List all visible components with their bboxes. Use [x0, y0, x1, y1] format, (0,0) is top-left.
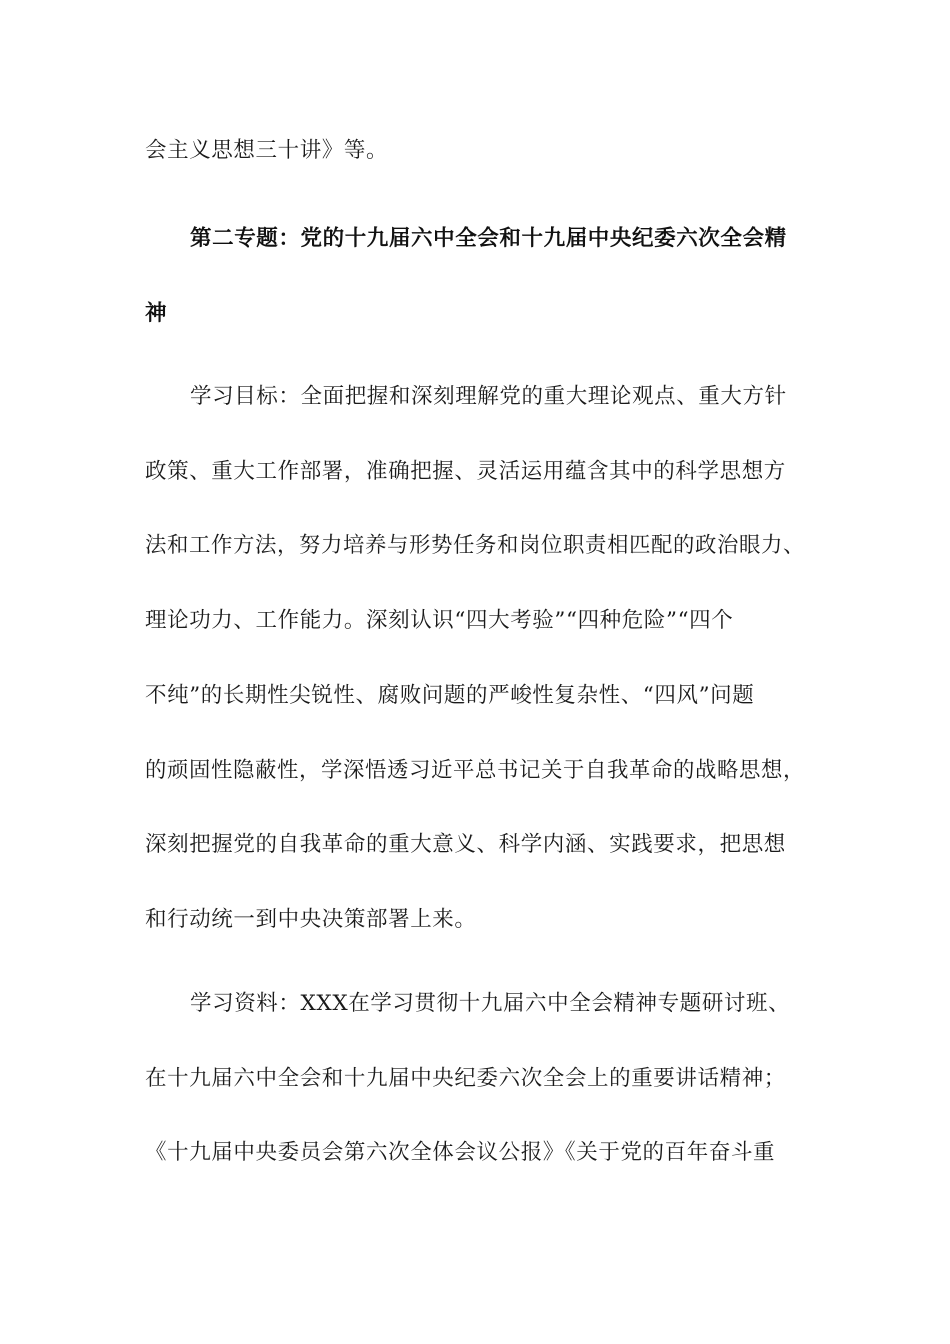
objectives-line: 和行动统一到中央决策部署上来。 [145, 907, 477, 932]
objectives-line: 深刻把握党的自我革命的重大意义、科学内涵、实践要求，把思想 [145, 832, 786, 857]
continuation-line: 会主义思想三十讲》等。 [145, 138, 389, 163]
materials-line: 学习资料：XXX在学习贯彻十九届六中全会精神专题研讨班、 [190, 991, 791, 1016]
objectives-line: 理论功力、工作能力。深刻认识“四大考验”“四种危险”“四个 [145, 608, 734, 633]
materials-line: 在十九届六中全会和十九届中央纪委六次全会上的重要讲话精神； [145, 1066, 786, 1091]
objectives-line: 政策、重大工作部署，准确把握、灵活运用蕴含其中的科学思想方 [145, 459, 786, 484]
objectives-line: 学习目标：全面把握和深刻理解党的重大理论观点、重大方针 [190, 384, 787, 409]
section-heading-line: 神 [145, 301, 168, 326]
objectives-line: 的顽固性隐蔽性，学深悟透习近平总书记关于自我革命的战略思想， [145, 758, 806, 783]
materials-line: 《十九届中央委员会第六次全体会议公报》《关于党的百年奋斗重 [145, 1140, 776, 1165]
objectives-line: 不纯”的长期性尖锐性、腐败问题的严峻性复杂性、“四风”问题 [145, 683, 755, 708]
objectives-line: 法和工作方法，努力培养与形势任务和岗位职责相匹配的政治眼力、 [145, 533, 806, 558]
section-heading-line: 第二专题：党的十九届六中全会和十九届中央纪委六次全会精 [190, 226, 787, 251]
